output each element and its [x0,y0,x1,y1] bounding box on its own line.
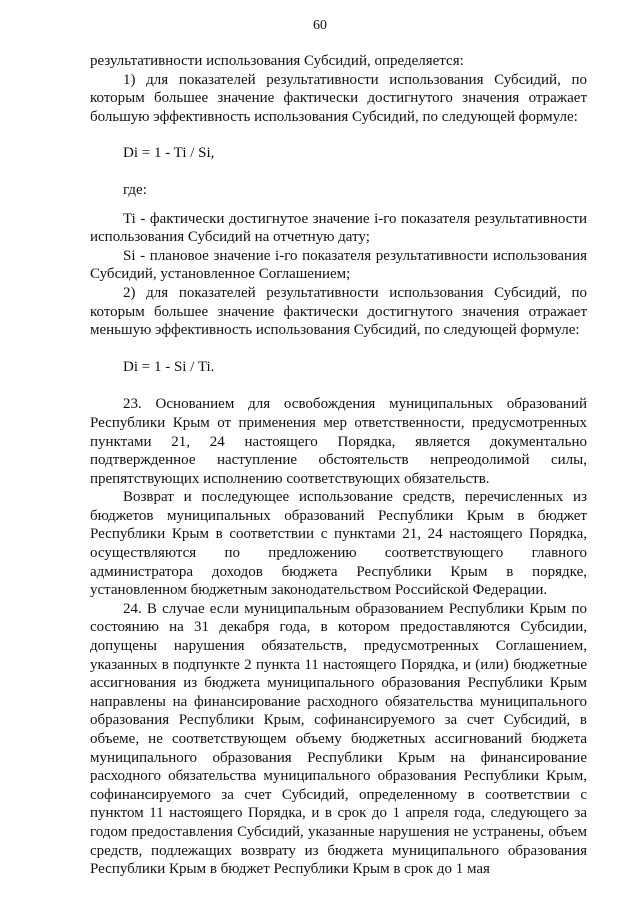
paragraph-continuation: результативности использования Субсидий, определяется: [90,53,464,69]
where-label: где: [123,181,147,198]
formula-2: Di = 1 - Si / Ti. [123,358,215,375]
document-body [90,52,587,879]
paragraph-24: 24. В случае если муниципальным образованием Республики Крым по состоянию на 31 декабря года, в котором предоставляются Субсидии, допущены нарушения обязательств, предусмотренных Соглашением, указанных в подпункте 2 пункта 11 настоящего Порядка, и (или) бюджетные ассигнования из бюджета муниципального образования Республики Крым направлены на финансирование расходного обязательства муниципального образования Республики Крым, софинансируемого за счет Субсидий, в объеме, не соответствующем объему бюджетных ассигнований бюджета муниципального образования Республики Крым на финансирование расходного обязательства муниципального образования Республики Крым, софинансируемого за счет Субсидий, определенному в соответствии с пунктом 11 настоящего Порядка, и в срок до 1 апреля года, следующего за годом предоставления Субсидий, указанные нарушения не устранены, объем средств, подлежащих возврату из бюджета муниципального образования Республики Крым в бюджет Республики Крым в срок до 1 мая [90,600,587,878]
page-number: 60 [313,18,327,33]
paragraph-return-funds: Возврат и последующее использование средств, перечисленных из бюджетов муниципальных образований Республики Крым в бюджет Республики Крым в соответствии с пунктами 21, 24 настоящего Порядка, осуществляются по предложению соответствующего главного администратора доходов бюджета Республики Крым в порядке, установленном бюджетным законодательством Российской Федерации. [90,489,587,599]
paragraph-ti-definition: Ti - фактически достигнутое значение i-го показателя результативности использования Субсидий на отчетную дату; [90,210,587,246]
paragraph-item-1: 1) для показателей результативности использования Субсидий, по которым большее значение фактически достигнутого значения отражает большую эффективность использования Субсидий, по следующей формуле: [90,71,587,125]
paragraph-si-definition: Si - плановое значение i-го показателя результативности использования Субсидий, установленное Соглашением; [90,247,587,283]
formula-1: Di = 1 - Ti / Si, [123,145,215,162]
paragraph-23: 23. Основанием для освобождения муниципальных образований Республики Крым от применения мер ответственности, предусмотренных пунктами 21, 24 настоящего Порядка, является документально подтвержденное наступление обстоятельств непреодолимой силы, препятствующих исполнению соответствующих обязательств. [90,396,587,487]
paragraph-item-2: 2) для показателей результативности использования Субсидий, по которым большее значение фактически достигнутого значения отражает меньшую эффективность использования Субсидий, по следующей формуле: [90,284,587,339]
